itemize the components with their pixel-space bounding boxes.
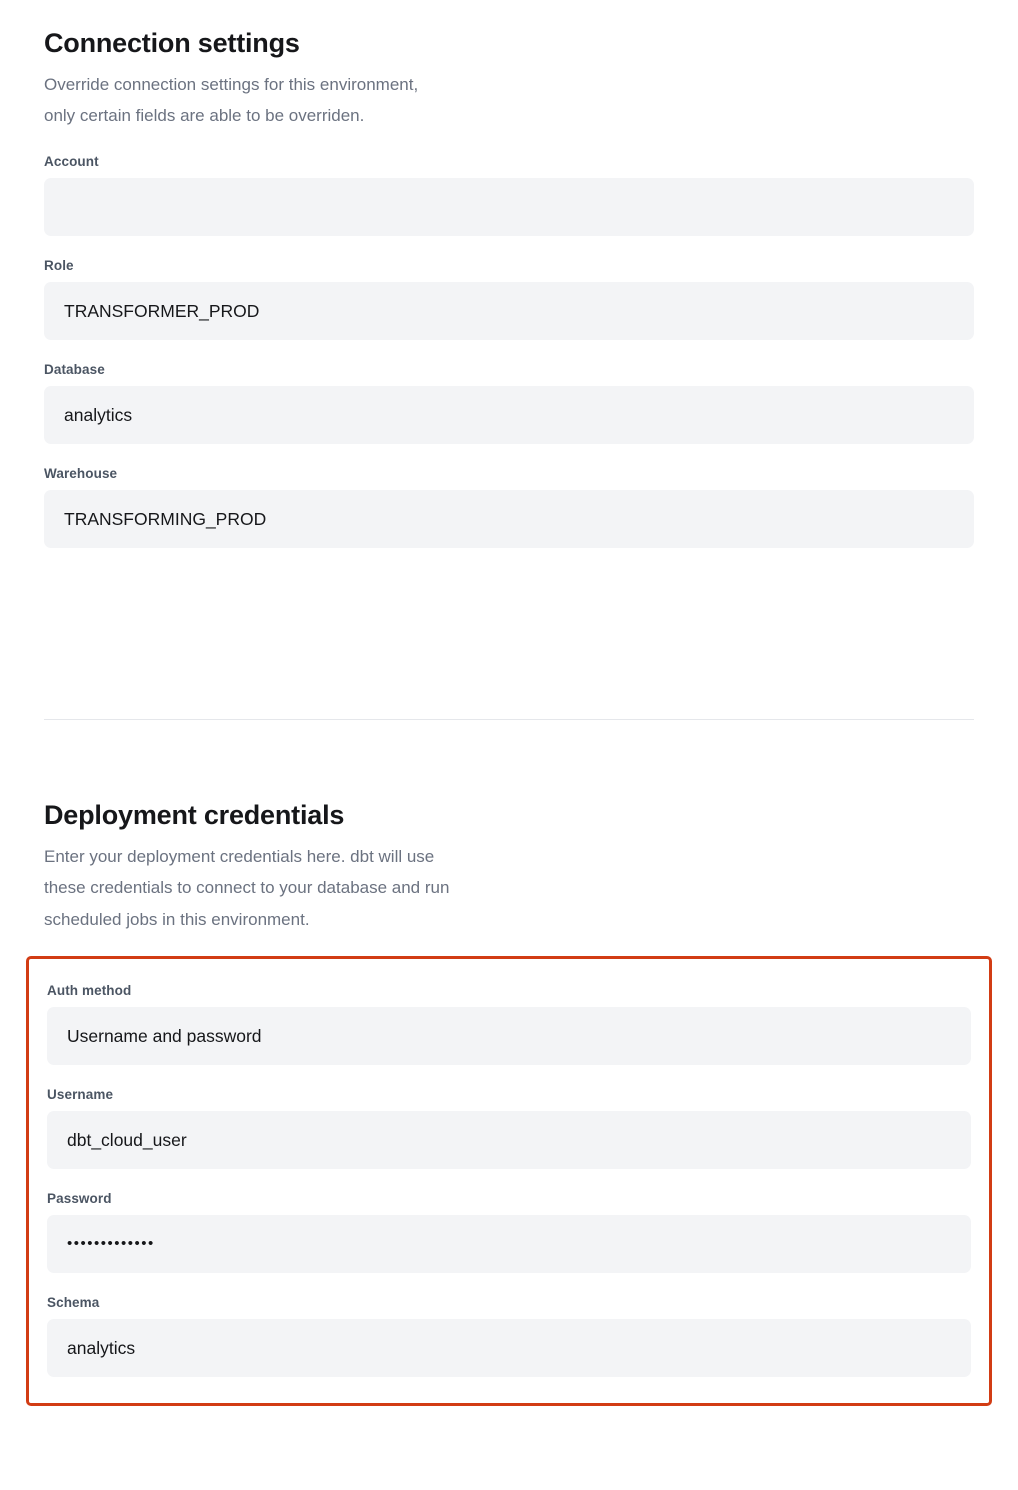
field-role bbox=[44, 258, 974, 340]
credentials-highlight-box bbox=[26, 956, 992, 1406]
warehouse-label: Warehouse bbox=[44, 465, 118, 481]
field-database bbox=[44, 362, 974, 444]
deployment-credentials-description-line3: scheduled jobs in this environment. bbox=[44, 909, 310, 929]
deployment-credentials-title: Deployment credentials bbox=[44, 800, 345, 830]
credentials-highlight-wrapper bbox=[0, 956, 1018, 1406]
deployment-credentials-description bbox=[44, 841, 974, 935]
connection-settings-section bbox=[0, 28, 1018, 548]
field-auth-method bbox=[47, 983, 971, 1065]
section-divider bbox=[44, 719, 974, 720]
connection-settings-title: Connection settings bbox=[44, 28, 300, 58]
role-input[interactable]: TRANSFORMER_PROD bbox=[44, 282, 974, 340]
database-input[interactable]: analytics bbox=[44, 386, 974, 444]
username-label: Username bbox=[47, 1087, 114, 1102]
auth-method-label: Auth method bbox=[47, 983, 132, 998]
schema-label: Schema bbox=[47, 1295, 100, 1310]
username-input[interactable]: dbt_cloud_user bbox=[47, 1111, 971, 1169]
field-warehouse bbox=[44, 466, 974, 548]
field-password bbox=[47, 1191, 971, 1273]
warehouse-input[interactable]: TRANSFORMING_PROD bbox=[44, 490, 974, 548]
password-label: Password bbox=[47, 1191, 112, 1206]
connection-settings-description-line2: only certain fields are able to be overriden. bbox=[44, 106, 365, 126]
field-account bbox=[44, 154, 974, 236]
password-input[interactable]: ••••••••••••• bbox=[47, 1215, 971, 1273]
account-label: Account bbox=[44, 153, 99, 169]
database-label: Database bbox=[44, 361, 105, 377]
account-input[interactable] bbox=[44, 178, 974, 236]
role-label: Role bbox=[44, 257, 74, 273]
connection-settings-description-line1: Override connection settings for this environment, bbox=[44, 75, 419, 94]
deployment-credentials-section bbox=[0, 800, 1018, 935]
deployment-credentials-description-line1: Enter your deployment credentials here. dbt will use bbox=[44, 847, 435, 866]
schema-input[interactable]: analytics bbox=[47, 1319, 971, 1377]
deployment-credentials-description-line2: these credentials to connect to your database and run bbox=[44, 878, 450, 898]
connection-settings-description bbox=[44, 69, 974, 132]
field-username bbox=[47, 1087, 971, 1169]
field-schema bbox=[47, 1295, 971, 1377]
auth-method-select[interactable]: Username and password bbox=[47, 1007, 971, 1065]
